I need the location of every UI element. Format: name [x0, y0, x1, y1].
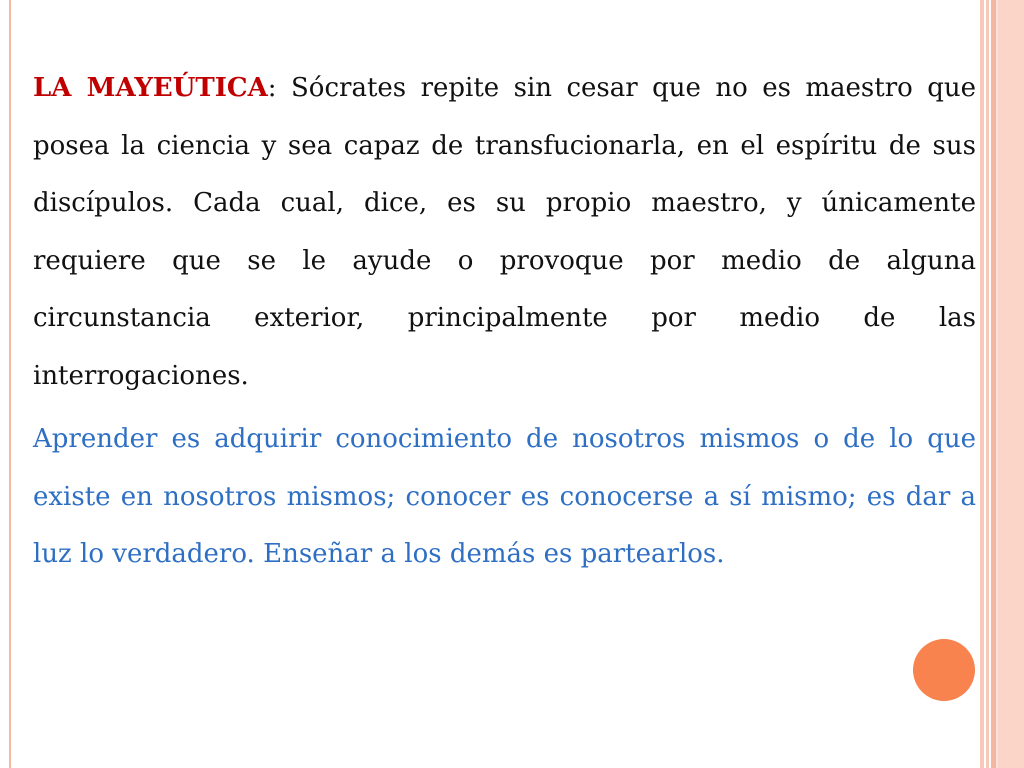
paragraph-mayeutica-text: : Sócrates repite sin cesar que no es maestro que posea la ciencia y sea capaz de transfucionarla, en el espíritu de sus discípulos. Cada cual, dice, es su propio maestro, y únicamente requiere que se le ayude o provoque por medio de alguna circunstancia exterior, principalmente por medio de las interrogaciones. [33, 73, 977, 391]
paragraph-mayeutica [33, 60, 976, 405]
decorative-circle [913, 639, 975, 701]
right-decorative-bands [980, 0, 1024, 768]
paragraph-aprender: Aprender es adquirir conocimiento de nosotros mismos o de lo que existe en nosotros mismos; conocer es conocerse a sí mismo; es dar a luz lo verdadero. Enseñar a los demás es partearlos. [33, 424, 976, 569]
slide-body [33, 60, 976, 590]
decorative-band [986, 0, 989, 768]
decorative-band [980, 0, 984, 768]
decorative-band [998, 0, 1024, 768]
term-mayeutica: LA MAYEÚTICA [33, 73, 268, 103]
left-border-line [9, 0, 11, 768]
